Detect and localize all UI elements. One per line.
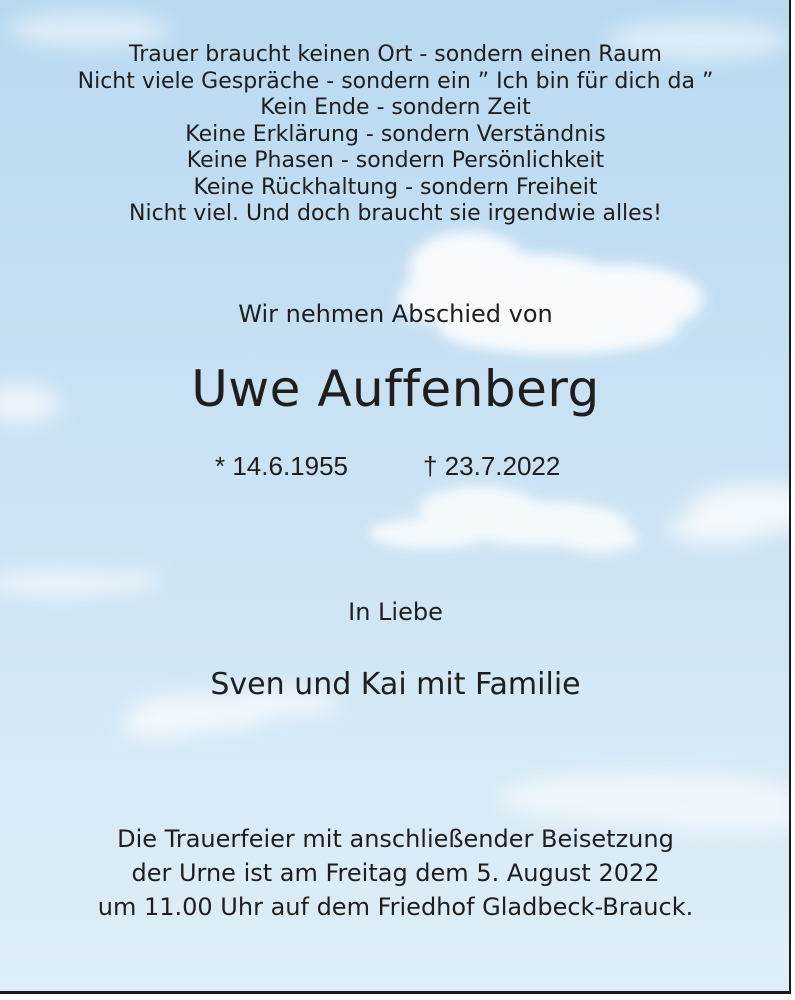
poem-line: Keine Erklärung - sondern Verständnis: [185, 121, 606, 147]
poem-line: Trauer braucht keinen Ort - sondern einen Raum: [129, 42, 662, 67]
poem-line: Keine Rückhaltung - sondern Freiheit: [193, 174, 598, 200]
poem-line: Nicht viele Gespräche - sondern ein ” Ich bin für dich da ”: [77, 68, 714, 94]
birth-date: * 14.6.1955: [215, 451, 349, 481]
death-date: † 23.7.2022: [423, 451, 561, 481]
ceremony-info: [0, 822, 791, 924]
mourners: Sven und Kai mit Familie: [210, 667, 581, 702]
poem: [0, 42, 791, 228]
deceased-name: Uwe Auffenberg: [191, 360, 600, 418]
poem-line: Kein Ende - sondern Zeit: [260, 95, 531, 120]
ceremony-line: Die Trauerfeier mit anschließender Beisetzung: [117, 825, 674, 853]
ceremony-line: um 11.00 Uhr auf dem Friedhof Gladbeck-Brauck.: [97, 893, 694, 921]
intro-text: Wir nehmen Abschied von: [238, 300, 553, 328]
poem-line: Nicht viel. Und doch braucht sie irgendwie alles!: [129, 201, 662, 226]
poem-line: Keine Phasen - sondern Persönlichkeit: [186, 148, 605, 173]
ceremony-line: der Urne ist am Freitag dem 5. August 2022: [131, 859, 660, 887]
cloud-upper-right: [399, 231, 703, 354]
closing-text: In Liebe: [348, 598, 443, 626]
cloud-middle: [369, 487, 638, 553]
cloud-right-edge: [668, 485, 789, 544]
